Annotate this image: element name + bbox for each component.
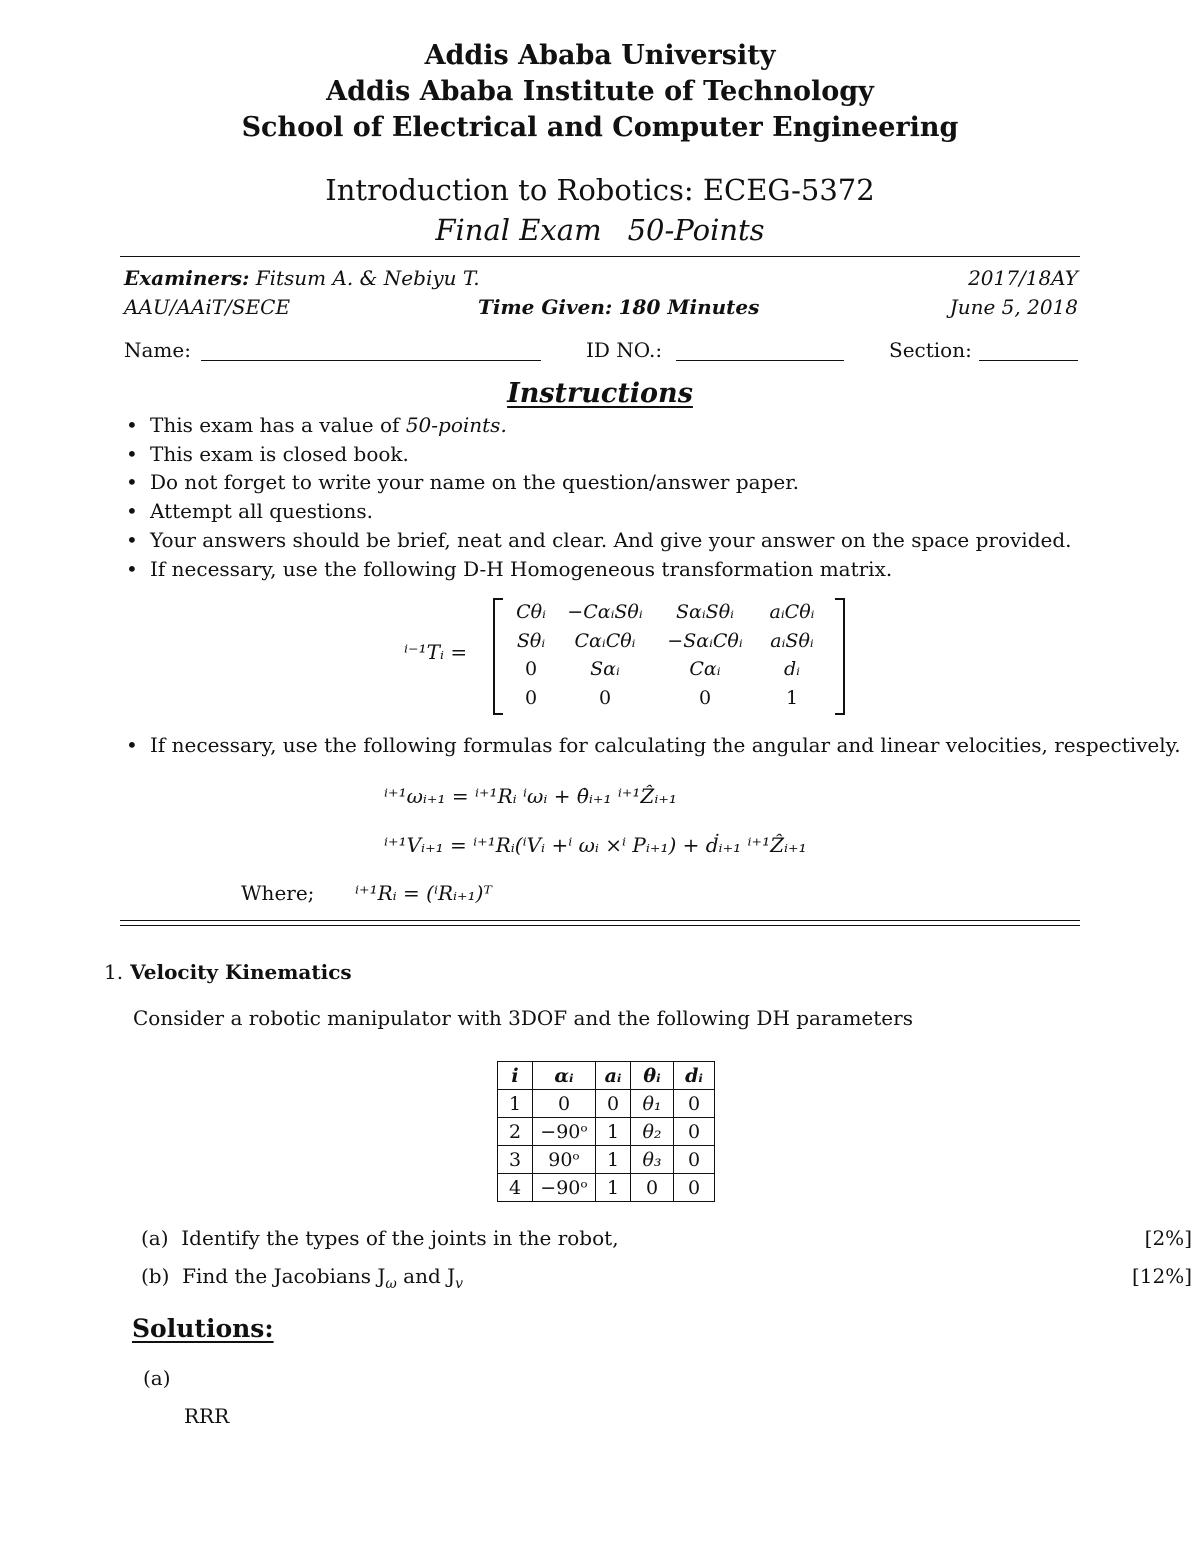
instruction-item: • Do not forget to write your name on the question/answer paper. (124, 468, 1072, 497)
where-label: Where; (241, 881, 315, 905)
table-cell: 3 (498, 1146, 533, 1174)
table-cell: θ₃ (631, 1146, 674, 1174)
exam-title (0, 212, 1200, 248)
table-cell: 0 (674, 1174, 715, 1202)
section-field[interactable] (979, 360, 1078, 361)
examiners (124, 264, 480, 292)
question-1-title: 1. Velocity Kinematics (104, 960, 352, 984)
table-cell: 0 (674, 1118, 715, 1146)
time-given (478, 293, 759, 321)
matrix-cell: 0 (524, 658, 538, 680)
matrix-cell: −SαᵢCθᵢ (667, 629, 743, 652)
table-row (498, 1174, 715, 1202)
table-cell: −90ᵒ (533, 1174, 596, 1202)
table-cell: −90ᵒ (533, 1118, 596, 1146)
part-a-points: [2%] (1144, 1226, 1192, 1250)
instruction-item: • This exam has a value of 50-points. (124, 411, 1072, 440)
double-rule-top (120, 920, 1080, 921)
linear-velocity-equation: ⁱ⁺¹Vᵢ₊₁ = ⁱ⁺¹Rᵢ(ⁱVᵢ +ⁱ ωᵢ ×ⁱ Pᵢ₊₁) + ḋᵢ₊₁ ⁱ⁺¹Ẑᵢ₊₁ (384, 833, 807, 857)
matrix-cells (503, 598, 835, 712)
student-fields (124, 338, 1078, 368)
instruction-item: • If necessary, use the following D-H Homogeneous transformation matrix. (124, 555, 1072, 584)
matrix-cell: 1 (785, 686, 799, 709)
table-row (498, 1090, 715, 1118)
part-b: (b) Find the Jacobians $J_\omega$ and $J_v$ (141, 1264, 464, 1292)
instruction-item: • Attempt all questions. (124, 497, 1072, 526)
dh-parameter-table (497, 1061, 715, 1202)
time-value: 180 Minutes (618, 295, 760, 319)
university-name: Addis Ababa University (424, 40, 776, 71)
name-label: Name: (124, 338, 191, 362)
question-1-intro: Consider a robotic manipulator with 3DOF and the following DH parameters (133, 1006, 913, 1030)
matrix-cell: 0 (598, 686, 612, 709)
matrix-cell: aᵢSθᵢ (770, 629, 814, 652)
table-cell: 1 (596, 1118, 631, 1146)
matrix-cell: Sθᵢ (516, 629, 546, 652)
table-cell: θ₁ (631, 1090, 674, 1118)
part-a: (a) Identify the types of the joints in the robot, (141, 1226, 619, 1250)
solutions-title: Solutions: (132, 1314, 274, 1343)
table-header-row (498, 1062, 715, 1090)
institute-name: Addis Ababa Institute of Technology (326, 76, 874, 107)
table-header-cell: dᵢ (674, 1062, 715, 1090)
table-cell: 0 (674, 1146, 715, 1174)
matrix-cell: SαᵢSθᵢ (676, 601, 734, 623)
angular-velocity-equation: ⁱ⁺¹ωᵢ₊₁ = ⁱ⁺¹Rᵢ ⁱωᵢ + θ̇ᵢ₊₁ ⁱ⁺¹Ẑᵢ₊₁ (384, 784, 677, 808)
matrix-cell: 0 (698, 686, 712, 709)
table-cell: 0 (674, 1090, 715, 1118)
instructions-list-2 (124, 731, 1181, 760)
examiners-names: Fitsum A. & Nebiyu T. (255, 266, 480, 290)
instruction-item: • If necessary, use the following formulas for calculating the angular and linear velocities, respectively. (124, 731, 1181, 760)
matrix-label: ⁱ⁻¹Tᵢ = (404, 640, 468, 664)
matrix-left-bracket (493, 598, 503, 715)
table-header-cell: αᵢ (533, 1062, 596, 1090)
table-header-cell: i (498, 1062, 533, 1090)
name-field[interactable] (201, 360, 541, 361)
table-cell: 0 (631, 1174, 674, 1202)
matrix-cell: aᵢCθᵢ (769, 601, 815, 623)
id-field[interactable] (676, 360, 844, 361)
examiners-label: Examiners: (124, 266, 250, 290)
instruction-item: • This exam is closed book. (124, 440, 1072, 469)
matrix-cell: Cθᵢ (516, 601, 546, 623)
section-label: Section: (889, 338, 972, 362)
table-cell: θ₂ (631, 1118, 674, 1146)
exam-name: Final Exam (435, 213, 602, 247)
matrix-cell: Cαᵢ (689, 658, 721, 680)
academic-year: 2017/18AY (968, 266, 1078, 290)
matrix-cell: CαᵢCθᵢ (574, 629, 636, 652)
instruction-item: • Your answers should be brief, neat and clear. And give your answer on the space provided. (124, 526, 1072, 555)
table-header-cell: θᵢ (631, 1062, 674, 1090)
matrix-right-bracket (835, 598, 845, 715)
table-cell: 2 (498, 1118, 533, 1146)
rotation-equation: ⁱ⁺¹Rᵢ = (ⁱRᵢ₊₁)ᵀ (355, 881, 492, 905)
course-title: Introduction to Robotics: ECEG-5372 (325, 173, 875, 207)
table-header-cell: aᵢ (596, 1062, 631, 1090)
id-label: ID NO.: (586, 338, 663, 362)
table-cell: 1 (596, 1174, 631, 1202)
part-b-points: [12%] (1131, 1264, 1192, 1288)
exam-points: 50-Points (627, 213, 765, 247)
school-name: School of Electrical and Computer Engineering (241, 112, 959, 143)
table-row (498, 1146, 715, 1174)
table-cell: 1 (498, 1090, 533, 1118)
solution-a-label: (a) (143, 1366, 171, 1390)
matrix-cell: dᵢ (784, 658, 800, 680)
time-label: Time Given: (478, 295, 613, 319)
header-rule (120, 256, 1080, 257)
table-cell: 90ᵒ (533, 1146, 596, 1174)
double-rule-bottom (120, 925, 1080, 926)
table-cell: 4 (498, 1174, 533, 1202)
solution-a-answer: RRR (184, 1404, 230, 1428)
matrix-cell: 0 (524, 686, 538, 709)
university-header (0, 38, 1200, 146)
instructions-list (124, 411, 1072, 583)
table-row (498, 1118, 715, 1146)
matrix-cell: −CαᵢSθᵢ (567, 601, 643, 623)
instructions-title: Instructions (507, 378, 693, 409)
department: AAU/AAiT/SECE (124, 295, 291, 319)
table-cell: 0 (596, 1090, 631, 1118)
exam-date: June 5, 2018 (949, 295, 1078, 319)
table-cell: 1 (596, 1146, 631, 1174)
table-cell: 0 (533, 1090, 596, 1118)
dh-transformation-matrix (493, 598, 845, 713)
matrix-cell: Sαᵢ (590, 658, 620, 680)
